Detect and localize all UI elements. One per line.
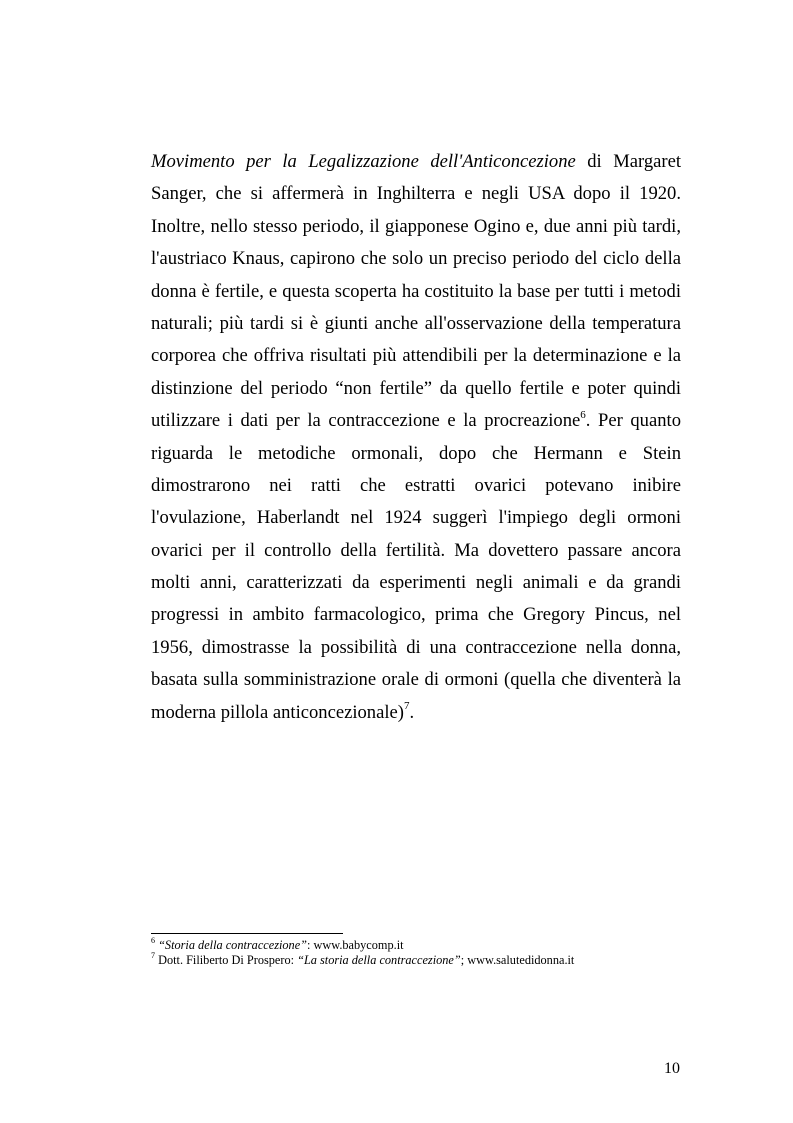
body-line-1-text: di Margaret	[575, 151, 681, 172]
body-line-16: 1956, dimostrasse la possibilità di una contraccezione nella donna,	[151, 636, 681, 658]
body-line-5: donna è fertile, e questa scoperta ha costituito la base per tutti i metodi	[151, 280, 681, 302]
footnote-7	[151, 950, 691, 968]
footnote-separator	[151, 933, 343, 934]
body-line-7: corporea che offriva risultati più attendibili per la determinazione e la	[151, 345, 681, 367]
body-line-18-text: moderna pillola anticoncezionale)	[151, 701, 404, 723]
body-line-10: riguarda le metodiche ormonali, dopo che Hermann e Stein	[151, 442, 681, 464]
footnote-6-title: “Storia della contraccezione”	[158, 938, 307, 952]
body-line-8: distinzione del periodo “non fertile” da quello fertile e poter quindi	[151, 377, 681, 399]
body-line-9-after: . Per quanto	[585, 410, 681, 432]
footnote-7-pre: Dott. Filiberto Di Prospero:	[158, 953, 298, 967]
footnote-6	[151, 935, 691, 953]
footnote-6-source: : www.babycomp.it	[307, 938, 404, 952]
footnote-ref-6[interactable]: 6	[580, 408, 586, 421]
body-line-13: ovarici per il controllo della fertilità. Ma dovettero passare ancora	[151, 539, 681, 561]
page-number: 10	[664, 1060, 680, 1077]
body-line-9	[151, 405, 681, 437]
body-line-18-after: .	[409, 701, 415, 723]
body-line-6: naturali; più tardi si è giunti anche all'osservazione della temperatura	[151, 312, 681, 334]
body-line-2: Sanger, che si affermerà in Inghilterra e negli USA dopo il 1920.	[151, 183, 681, 205]
body-line-14: molti anni, caratterizzati da esperimenti negli animali e da grandi	[151, 572, 681, 594]
body-line-9-text: utilizzare i dati per la contraccezione e la procreazione	[151, 410, 581, 432]
footnote-7-number: 7	[151, 950, 155, 960]
footnote-ref-7[interactable]: 7	[403, 700, 410, 713]
body-line-1	[151, 146, 681, 178]
body-line-15: progressi in ambito farmacologico, prima che Gregory Pincus, nel	[151, 604, 681, 626]
footnote-6-number: 6	[151, 935, 155, 945]
body-line-18	[151, 697, 681, 729]
footnote-7-title: “La storia della contraccezione”	[297, 953, 461, 967]
footnotes	[151, 935, 691, 968]
body-line-12: l'ovulazione, Haberlandt nel 1924 suggerì l'impiego degli ormoni	[151, 507, 681, 529]
footnote-7-source: ; www.salutedidonna.it	[460, 953, 575, 967]
body-text	[151, 146, 681, 729]
body-line-11: dimostrarono nei ratti che estratti ovarici potevano inibire	[151, 474, 681, 496]
body-line-17: basata sulla somministrazione orale di ormoni (quella che diventerà la	[151, 669, 681, 691]
body-line-3: Inoltre, nello stesso periodo, il giapponese Ogino e, due anni più tardi,	[151, 215, 681, 237]
body-line-4: l'austriaco Knaus, capirono che solo un preciso periodo del ciclo della	[151, 248, 681, 270]
movement-title: Movimento per la Legalizzazione dell'Anticoncezione	[151, 151, 576, 172]
